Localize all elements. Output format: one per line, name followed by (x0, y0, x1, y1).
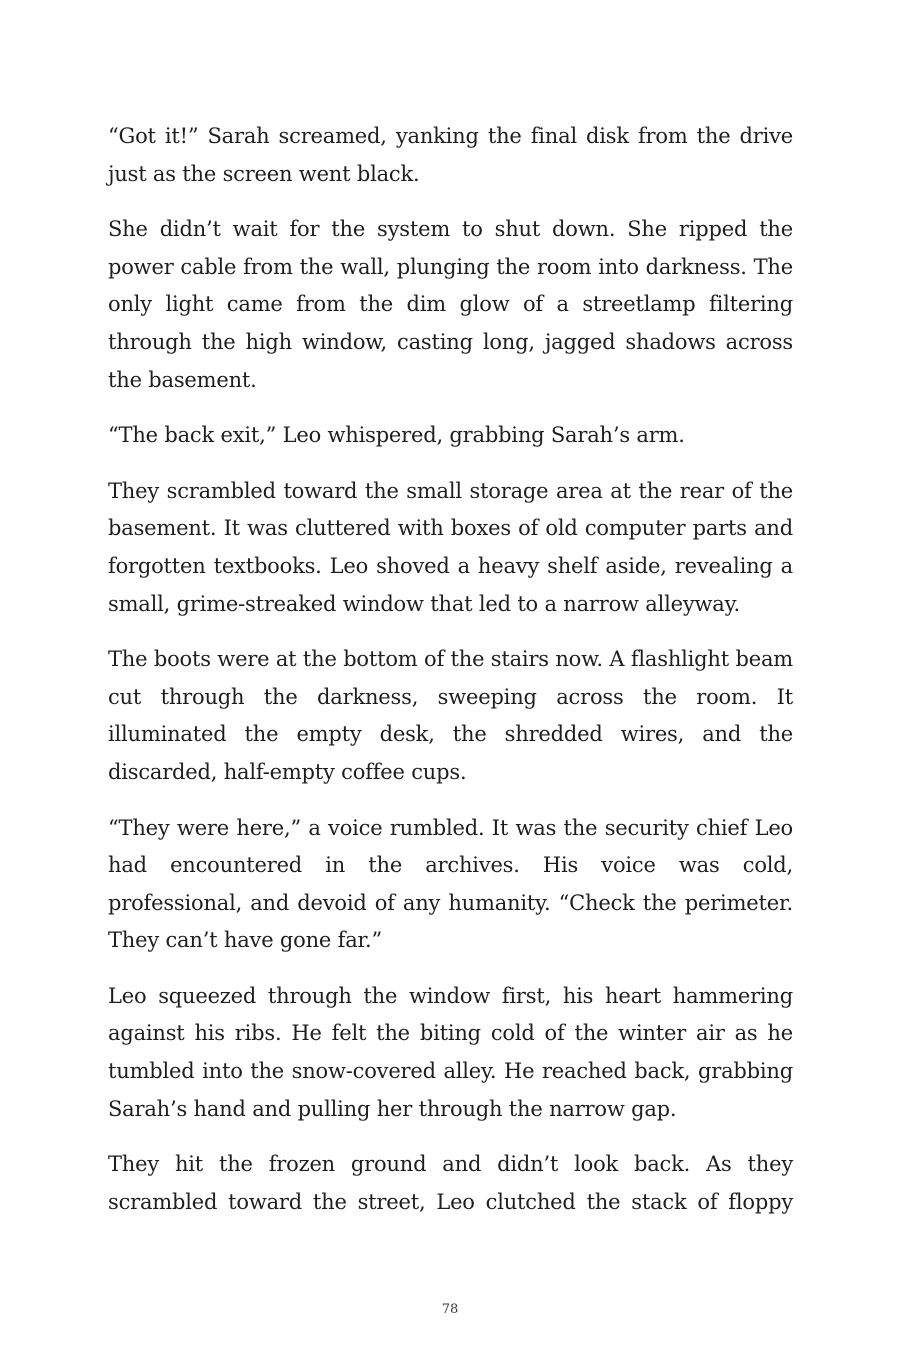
paragraph-1: “Got it!” Sarah screamed, yanking the final disk from the drive just as the screen went black. (108, 124, 793, 186)
paragraph-6: “They were here,” a voice rumbled. It was the security chief Leo had encountered in the archives. His voice was cold, professional, and devoid of any humanity. “Check the perimeter. They can’t have gone far.” (108, 815, 793, 953)
paragraph-8: They hit the frozen ground and didn’t look back. As they scrambled toward the street, Leo clutched the stack of floppy (108, 1152, 793, 1214)
paragraph-3: “The back exit,” Leo whispered, grabbing Sarah’s arm. (108, 423, 685, 448)
body-text (108, 118, 793, 1239)
paragraph-5: The boots were at the bottom of the stairs now. A flashlight beam cut through the darkness, sweeping across the room. It illuminated the empty desk, the shredded wires, and the discarded, half-empty coffee cups. (108, 647, 793, 784)
page-number: 78 (441, 1302, 459, 1317)
paragraph-7: Leo squeezed through the window first, his heart hammering against his ribs. He felt the biting cold of the winter air as he tumbled into the snow-covered alley. He reached back, grabbing Sarah’s hand and pulling her through the narrow gap. (108, 983, 793, 1121)
paragraph-2: She didn’t wait for the system to shut down. She ripped the power cable from the wall, plunging the room into darkness. The only light came from the dim glow of a streetlamp filtering through the high window, casting long, jagged shadows across the basement. (108, 217, 793, 392)
paragraph-4: They scrambled toward the small storage area at the rear of the basement. It was cluttered with boxes of old computer parts and forgotten textbooks. Leo shoved a heavy shelf aside, revealing a small, grime-streaked window that led to a narrow alleyway. (108, 478, 793, 616)
